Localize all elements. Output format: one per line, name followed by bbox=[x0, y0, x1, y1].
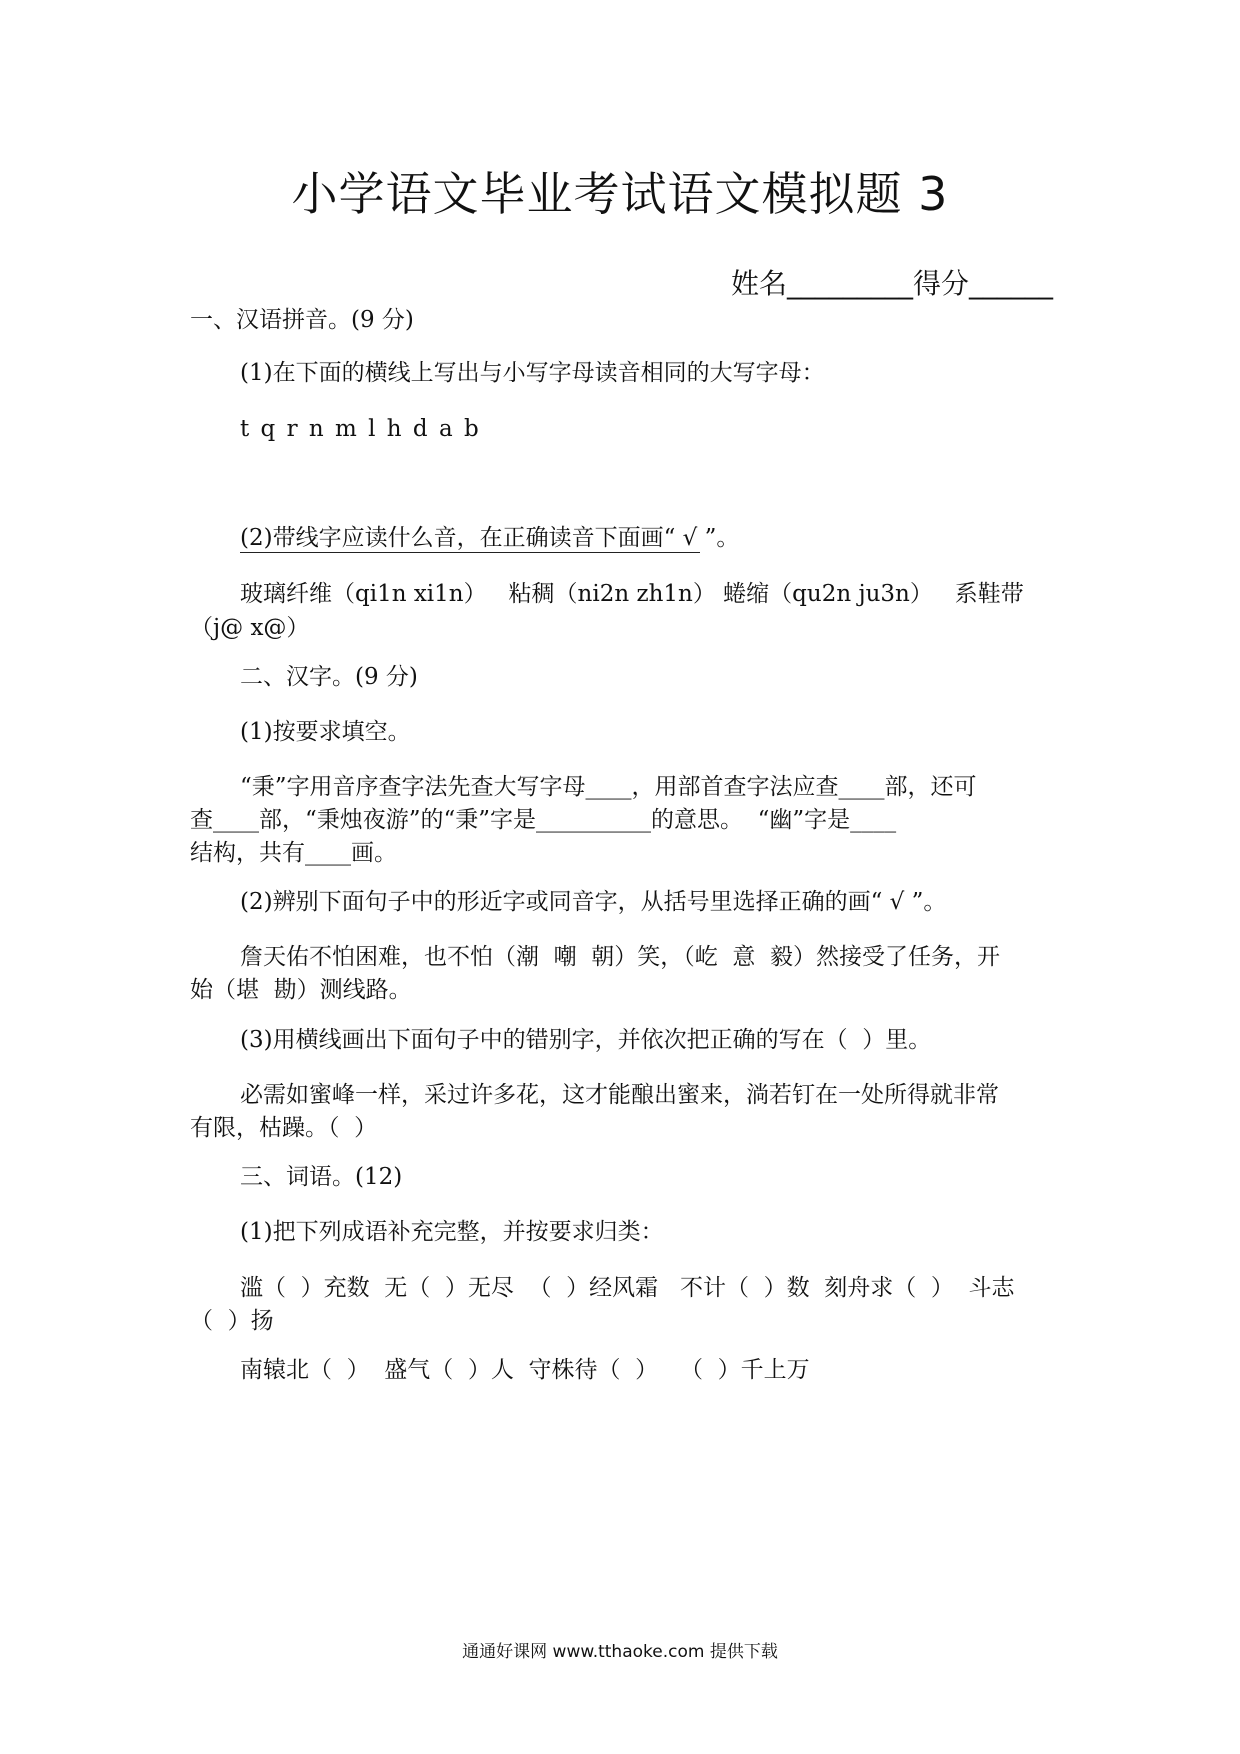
pinyin-words-line-2: （j@ x@） bbox=[190, 615, 310, 641]
section-2-heading: 二、汉字。(9 分) bbox=[240, 664, 418, 690]
fill-line-3: 结构，共有____画。 bbox=[190, 840, 397, 866]
pinyin-words-line-1: 玻璃纤维（qi1n xi1n） 粘稠（ni2n zh1n） 蜷缩（qu2n ju3n） 系鞋带 bbox=[240, 581, 1024, 607]
section-1-heading: 一、汉语拼音。(9 分) bbox=[190, 307, 414, 333]
question-3-1: (1)把下列成语补充完整，并按要求归类： bbox=[240, 1219, 664, 1245]
fill-line-2: 查____部，“秉烛夜游”的“秉”字是__________的意思。 “幽”字是____ bbox=[190, 807, 897, 833]
idiom-line-1: 滥（ ）充数 无（ ）无尽 （ ）经风霜 不计（ ）数 刻舟求（ ） 斗志 bbox=[240, 1275, 1015, 1301]
question-2-1: (1)按要求填空。 bbox=[240, 719, 411, 745]
question-1-1: (1)在下面的横线上写出与小写字母读音相同的大写字母： bbox=[240, 360, 825, 386]
sentence-line-1: 詹天佑不怕困难，也不怕（潮 嘲 朝）笑，（屹 意 毅）然接受了任务，开 bbox=[240, 944, 1000, 970]
error-sentence-line-2: 有限，枯躁。（ ） bbox=[190, 1115, 378, 1141]
name-score-line: 姓名_________得分______ bbox=[730, 267, 1053, 300]
page-title: 小学语文毕业考试语文模拟题 3 bbox=[291, 167, 949, 221]
fill-line-1: “秉”字用音序查字法先查大写字母____，用部首查字法应查____部，还可 bbox=[240, 774, 977, 800]
question-1-2: (2)带线字应读什么音，在正确读音下面画“ √ ”。 bbox=[240, 525, 740, 551]
question-2-2: (2)辨别下面句子中的形近字或同音字，从括号里选择正确的画“ √ ”。 bbox=[240, 889, 947, 915]
question-2-3: (3)用横线画出下面句子中的错别字，并依次把正确的写在（ ）里。 bbox=[240, 1027, 932, 1053]
section-3-heading: 三、词语。(12) bbox=[240, 1164, 403, 1190]
idiom-line-2: （ ）扬 bbox=[190, 1308, 274, 1334]
lowercase-letters: t q r n m l h d a b bbox=[240, 416, 481, 442]
idiom-line-3: 南辕北（ ） 盛气（ ）人 守株待（ ） （ ）千上万 bbox=[240, 1357, 810, 1383]
sentence-line-2: 始（堪 勘）测线路。 bbox=[190, 977, 412, 1003]
error-sentence-line-1: 必需如蜜峰一样，采过许多花，这才能酿出蜜来，淌若钉在一处所得就非常 bbox=[240, 1082, 999, 1108]
footer-source: 通通好课网 www.tthaoke.com 提供下载 bbox=[462, 1642, 778, 1662]
